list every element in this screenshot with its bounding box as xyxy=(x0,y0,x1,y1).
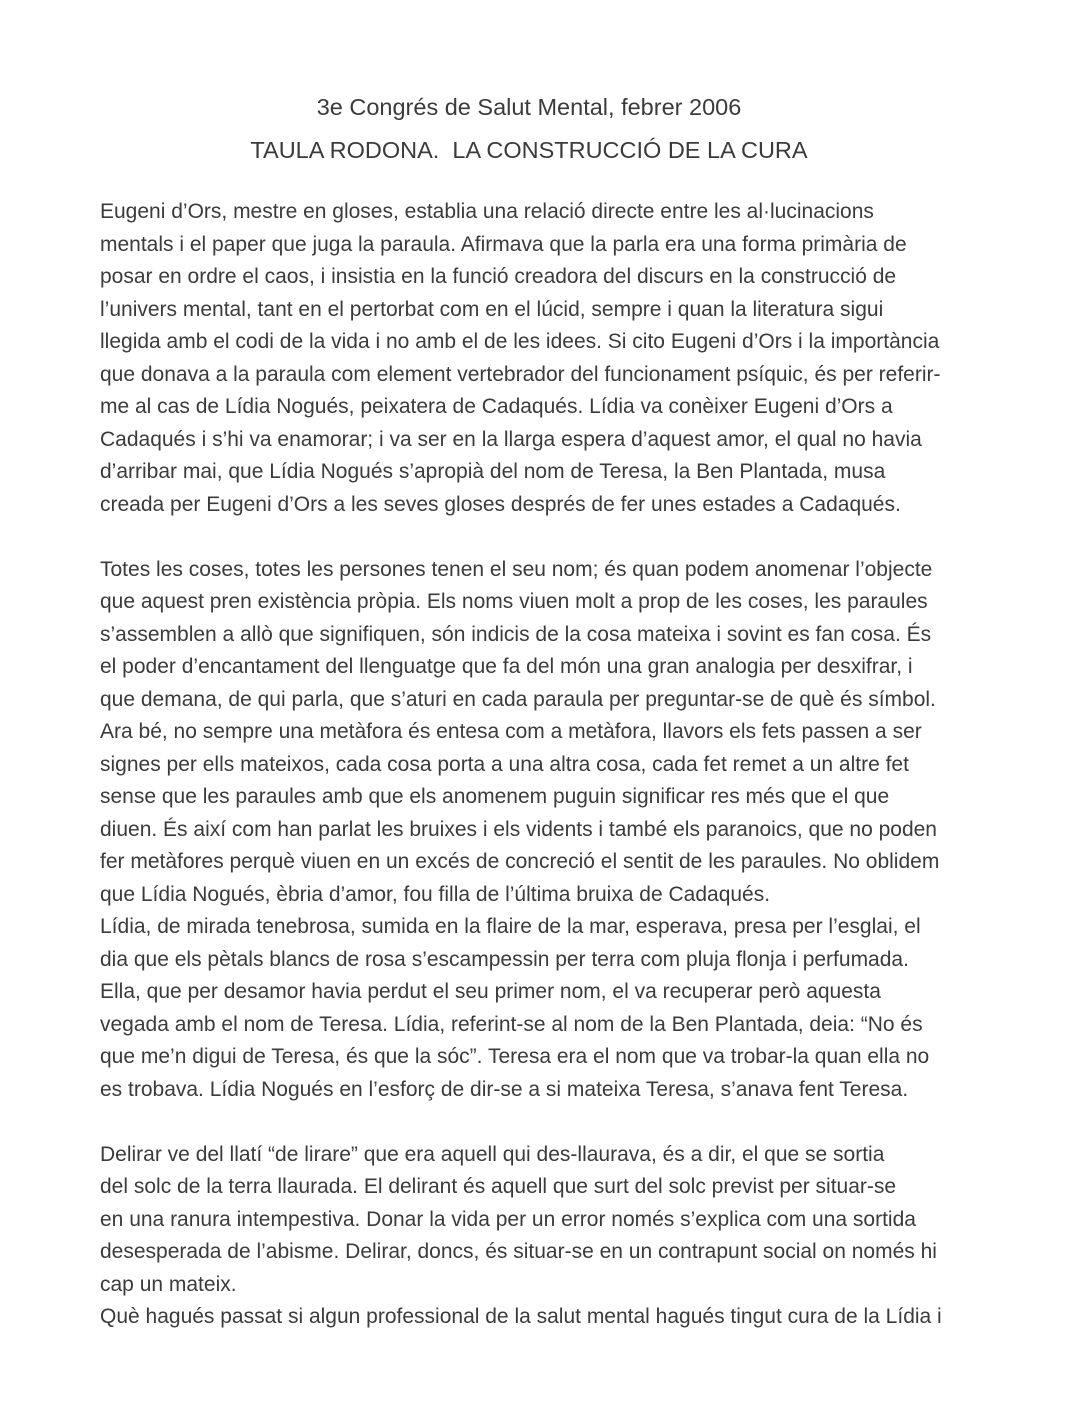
text-line: sense que les paraules amb que els anomenem puguin significar res més que el que xyxy=(100,785,890,808)
document-body xyxy=(100,196,998,1334)
text-line: Ara bé, no sempre una metàfora és entesa com a metàfora, llavors els fets passen a ser xyxy=(100,720,922,743)
text-line: posar en ordre el caos, i insistia en la funció creadora del discurs en la construcció de xyxy=(100,265,897,288)
text-line: que aquest pren existència pròpia. Els noms viuen molt a prop de les coses, les paraules xyxy=(100,590,928,613)
text-line: signes per ells mateixos, cada cosa porta a una altra cosa, cada fet remet a un altre fet xyxy=(100,752,909,776)
text-line: del solc de la terra llaurada. El delirant és aquell que surt del solc previst per situar-se xyxy=(100,1175,897,1198)
text-line: s’assemblen a allò que signifiquen, són indicis de la cosa mateixa i sovint es fan cosa. És xyxy=(100,622,932,646)
text-line: Què hagués passat si algun professional de la salut mental hagués tingut cura de la Lídia i xyxy=(100,1305,942,1328)
text-line: desesperada de l’abisme. Delirar, doncs, és situar-se en un contrapunt social on només hi xyxy=(100,1240,937,1263)
text-line: que demana, de qui parla, que s’aturi en cada paraula per preguntar-se de què és símbol. xyxy=(100,687,936,711)
text-line: Lídia, de mirada tenebrosa, sumida en la flaire de la mar, esperava, presa per l’esglai, el xyxy=(100,915,921,938)
text-line: d’arribar mai, que Lídia Nogués s’apropià del nom de Teresa, la Ben Plantada, musa xyxy=(100,460,886,483)
text-line: Delirar ve del llatí “de lirare” que era aquell qui des-llaurava, és a dir, el que se sortia xyxy=(100,1142,885,1166)
text-line: cap un mateix. xyxy=(100,1272,237,1296)
document-header xyxy=(0,0,1088,172)
text-line: Eugeni d’Ors, mestre en gloses, establia una relació directe entre les al·lucinacions xyxy=(100,200,874,223)
text-line: dia que els pètals blancs de rosa s’escampessin per terra com pluja flonja i perfumada. xyxy=(100,947,909,971)
paragraph xyxy=(100,1139,998,1334)
text-line: es trobava. Lídia Nogués en l’esforç de dir-se a si mateixa Teresa, s’anava fent Teresa. xyxy=(100,1077,909,1101)
text-line: mentals i el paper que juga la paraula. Afirmava que la parla era una forma primària de xyxy=(100,232,907,256)
text-line: creada per Eugeni d’Ors a les seves gloses després de fer unes estades a Cadaqués. xyxy=(100,492,901,516)
text-line: diuen. És així com han parlat les bruixes i els vidents i també els paranoics, que no poden xyxy=(100,817,937,841)
text-line: me al cas de Lídia Nogués, peixatera de Cadaqués. Lídia va conèixer Eugeni d’Ors a xyxy=(100,395,893,418)
paragraph xyxy=(100,196,998,521)
text-line: Totes les coses, totes les persones tenen el seu nom; és quan podem anomenar l’objecte xyxy=(100,557,933,581)
text-line: Ella, que per desamor havia perdut el seu primer nom, el va recuperar però aquesta xyxy=(100,980,881,1003)
text-line: que Lídia Nogués, èbria d’amor, fou filla de l’última bruixa de Cadaqués. xyxy=(100,882,771,906)
text-line: llegida amb el codi de la vida i no amb el de les idees. Si cito Eugeni d’Ors i la importància xyxy=(100,330,940,353)
document-title: 3e Congrés de Salut Mental, febrer 2006 xyxy=(316,94,742,120)
text-line: que donava a la paraula com element vertebrador del funcionament psíquic, és per referir- xyxy=(100,362,941,386)
text-line: en una ranura intempestiva. Donar la vida per un error només s’explica com una sortida xyxy=(100,1207,916,1231)
text-line: el poder d’encantament del llenguatge que fa del món una gran analogia per desxifrar, i xyxy=(100,655,913,678)
text-line: que me’n digui de Teresa, és que la sóc”. Teresa era el nom que va trobar-la quan ella no xyxy=(100,1045,930,1068)
text-line: l’univers mental, tant en el pertorbat com en el lúcid, sempre i quan la literatura sigui xyxy=(100,297,884,321)
document-subtitle: TAULA RODONA. LA CONSTRUCCIÓ DE LA CURA xyxy=(250,137,808,163)
text-line: Cadaqués i s’hi va enamorar; i va ser en la llarga espera d’aquest amor, el qual no havia xyxy=(100,427,922,451)
text-line: vegada amb el nom de Teresa. Lídia, referint-se al nom de la Ben Plantada, deia: “No és xyxy=(100,1012,923,1036)
paragraph xyxy=(100,554,998,1107)
text-line: fer metàfores perquè viuen en un excés de concreció el sentit de les paraules. No oblidem xyxy=(100,850,940,873)
